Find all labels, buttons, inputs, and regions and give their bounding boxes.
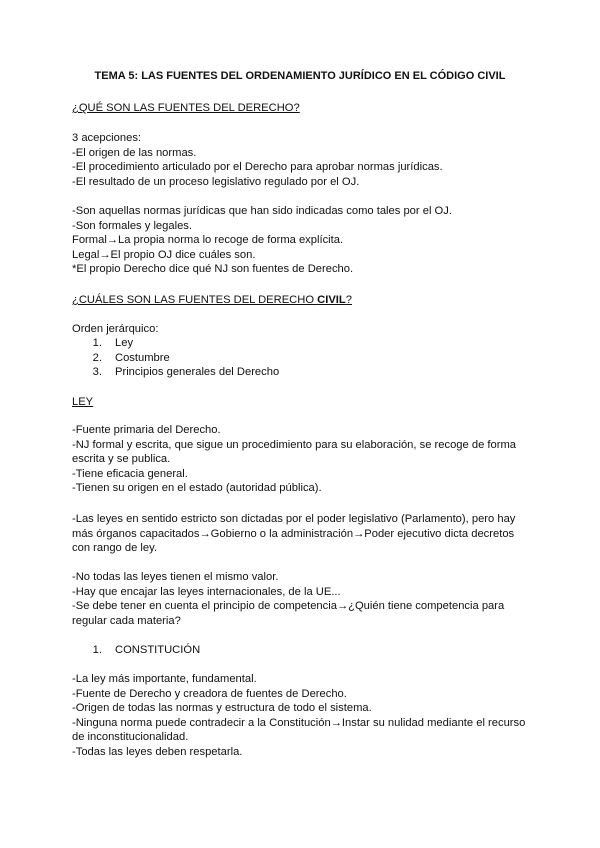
list-item <box>78 365 279 380</box>
text-line: -Fuente de Derecho y creadora de fuentes de Derecho. <box>72 687 347 700</box>
list-text: CONSTITUCIÓN <box>115 644 201 656</box>
heading-text: ¿CUÁLES SON LAS FUENTES DEL DERECHO <box>72 294 318 306</box>
paragraph-orden <box>72 322 528 337</box>
list-item <box>78 351 279 366</box>
text-line: Legal→El propio OJ dice cuáles son. <box>72 248 256 261</box>
list-text: Ley <box>115 337 134 349</box>
heading-bold-text: CIVIL <box>317 294 346 306</box>
section-heading-cuales-son <box>72 293 352 308</box>
list-item <box>78 643 200 658</box>
text-line: -Fuente primaria del Derecho. <box>72 424 221 436</box>
ordered-list-fuentes <box>78 336 279 380</box>
list-number: 1. <box>92 644 102 656</box>
text-line: regular cada materia? <box>72 614 181 627</box>
text-line: -Son aquellas normas jurídicas que han sido indicadas como tales por el OJ. <box>72 205 452 217</box>
text-line: de inconstitucionalidad. <box>72 731 189 744</box>
list-text: Costumbre <box>115 351 170 364</box>
paragraph-acepciones <box>72 131 528 189</box>
text-line: -Ninguna norma puede contradecir a la Constitución→Instar su nulidad mediante el recurso <box>72 716 526 729</box>
document-title: TEMA 5: LAS FUENTES DEL ORDENAMIENTO JURÍDICO EN EL CÓDIGO CIVIL <box>94 70 506 82</box>
subsection-heading-constitucion <box>78 643 200 658</box>
list-item <box>78 336 279 351</box>
text-line: -Tiene eficacia general. <box>72 467 188 480</box>
paragraph-constitucion <box>72 672 528 760</box>
text-line: -NJ formal y escrita, que sigue un procedimiento para su elaboración, se recoge de forma <box>72 438 516 451</box>
text-line: -La ley más importante, fundamental. <box>72 673 257 685</box>
text-line: -Son formales y legales. <box>72 219 193 232</box>
text-line: -Todas las leyes deben respetarla. <box>72 745 243 758</box>
text-line: -No todas las leyes tienen el mismo valor. <box>72 571 279 583</box>
text-line: escrita y se publica. <box>72 453 171 466</box>
text-line: 3 acepciones: <box>72 132 142 144</box>
text-line: -El resultado de un proceso legislativo regulado por el OJ. <box>72 175 360 188</box>
text-line: con rango de ley. <box>72 542 157 555</box>
list-number: 1. <box>92 337 102 349</box>
text-line: -Las leyes en sentido estricto son dictadas por el poder legislativo (Parlamento), pero hay <box>72 513 516 525</box>
text-line: *El propio Derecho dice qué NJ son fuentes de Derecho. <box>72 263 354 276</box>
list-text: Principios generales del Derecho <box>115 366 280 379</box>
text-line: -El procedimiento articulado por el Derecho para aprobar normas jurídicas. <box>72 161 443 174</box>
text-line: -Origen de todas las normas y estructura de todo el sistema. <box>72 702 372 715</box>
section-heading-que-son: ¿QUÉ SON LAS FUENTES DEL DERECHO? <box>72 102 300 114</box>
text-line: más órganos capacitados→Gobierno o la administración→Poder ejecutivo dicta decretos <box>72 527 515 540</box>
text-line: -Hay que encajar las leyes internacionales, de la UE... <box>72 585 341 598</box>
section-heading-ley: LEY <box>72 396 94 408</box>
paragraph-ley-caracteristicas <box>72 423 528 496</box>
list-number: 2. <box>92 351 102 364</box>
paragraph-ley-sentido-estricto <box>72 512 528 556</box>
paragraph-ley-valor <box>72 570 528 628</box>
text-line: -Tienen su origen en el estado (autoridad pública). <box>72 482 322 495</box>
text-line: -El origen de las normas. <box>72 146 197 159</box>
list-number: 3. <box>92 366 102 379</box>
text-line: Formal→La propia norma lo recoge de forma explícita. <box>72 234 344 247</box>
paragraph-definicion <box>72 204 528 277</box>
text-line: Orden jerárquico: <box>72 323 159 335</box>
heading-text: ? <box>345 294 352 306</box>
text-line: -Se debe tener en cuenta el principio de competencia→¿Quién tiene competencia para <box>72 600 505 613</box>
